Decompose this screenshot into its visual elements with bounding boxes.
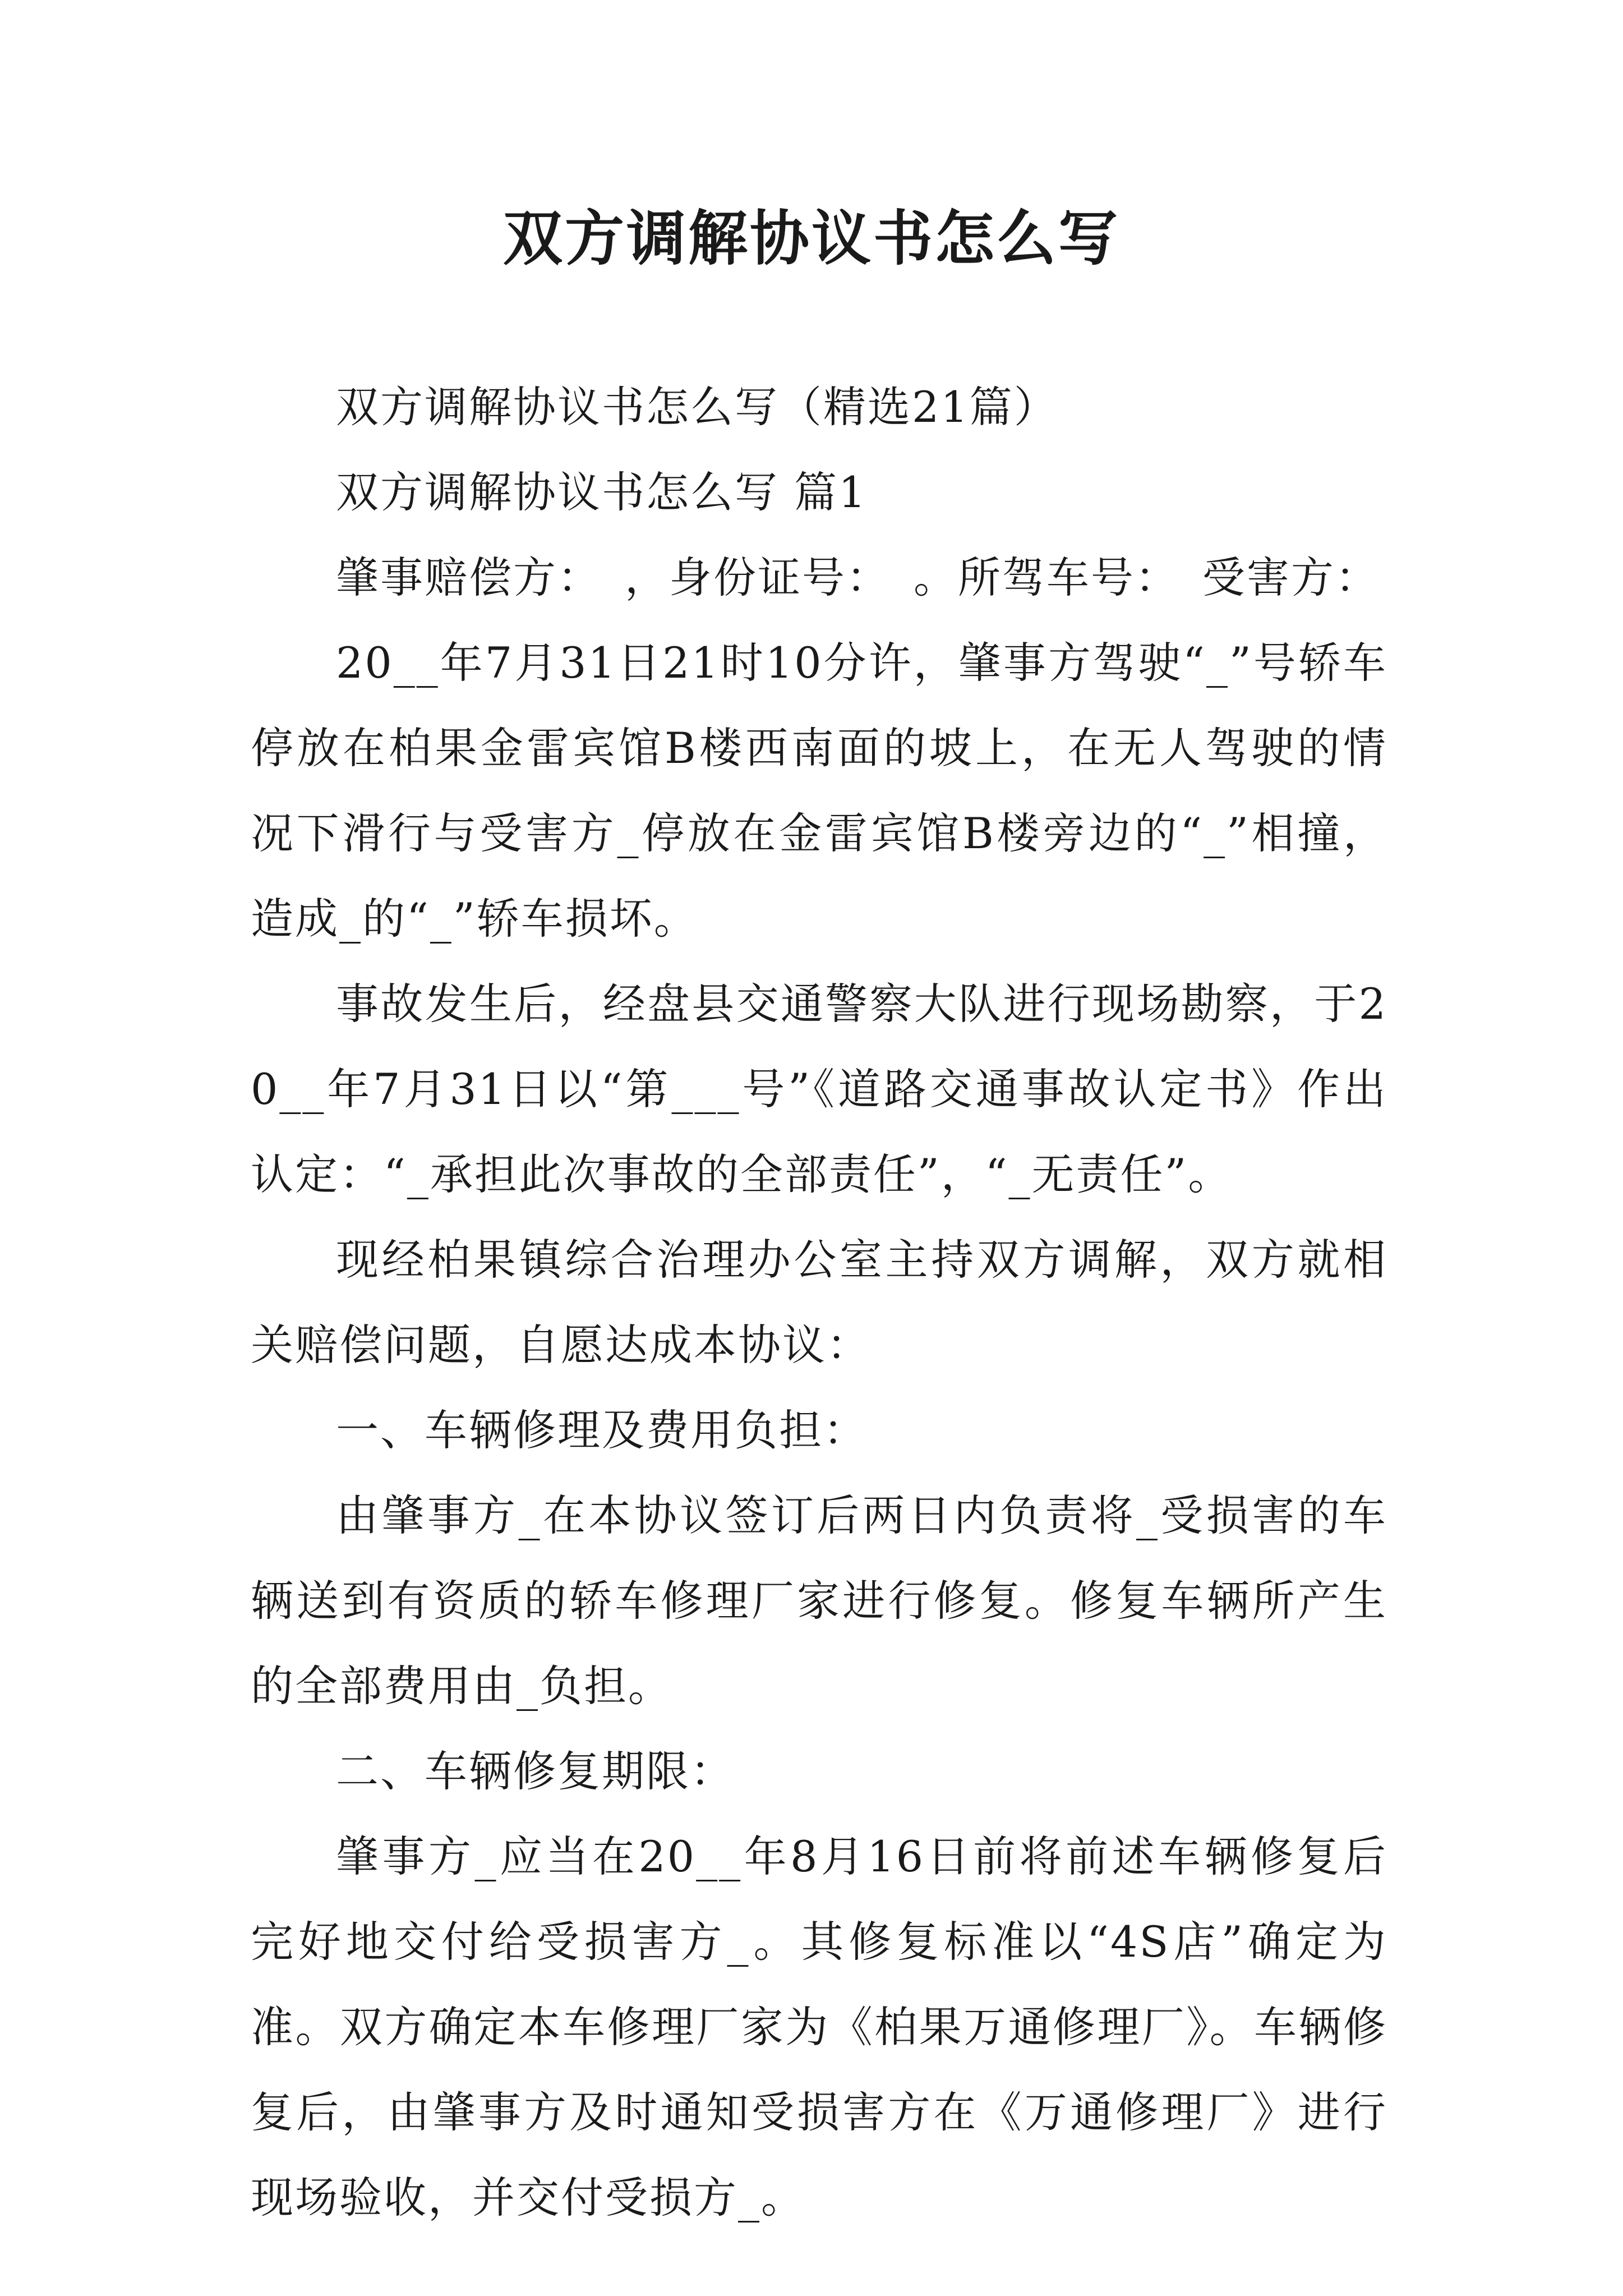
paragraph-section-heading: 双方调解协议书怎么写 篇1 xyxy=(336,467,868,517)
paragraph-clause-2-heading: 二、车辆修复期限： xyxy=(336,1746,735,1796)
paragraph-incident: 20__年7月31日21时10分许，肇事方驾驶“_”号轿车停放在柏果金雷宾馆B楼西南面的坡上，在无人驾驶的情况下滑行与受害方_停放在金雷宾馆B楼旁边的“_”相撞，造成_的“_”轿车损坏。 xyxy=(251,638,1387,944)
paragraph-clause-1-body: 由肇事方_在本协议签订后两日内负责将_受损害的车辆送到有资质的轿车修理厂家进行修复。修复车辆所产生的全部费用由_负担。 xyxy=(251,1490,1387,1711)
paragraph-clause-1-heading: 一、车辆修理及费用负担： xyxy=(336,1405,868,1455)
paragraph-parties: 肇事赔偿方： ，身份证号： 。所驾车号： 受害方： xyxy=(336,553,1380,602)
document-title: 双方调解协议书怎么写 xyxy=(503,203,1120,273)
paragraph-investigation: 事故发生后，经盘县交通警察大队进行现场勘察，于20__年7月31日以“第___号”《道路交通事故认定书》作出认定：“_承担此次事故的全部责任”，“_无责任”。 xyxy=(251,979,1387,1199)
paragraph-mediation: 现经柏果镇综合治理办公室主持双方调解，双方就相关赔偿问题，自愿达成本协议： xyxy=(251,1235,1387,1370)
document-body xyxy=(251,365,1387,2240)
paragraph-subtitle: 双方调解协议书怎么写（精选21篇） xyxy=(336,382,1058,432)
paragraph-clause-2-body: 肇事方_应当在20__年8月16日前将前述车辆修复后完好地交付给受损害方_。其修复标准以“4S店”确定为准。双方确定本车修理厂家为《柏果万通修理厂》。车辆修复后，由肇事方及时通知受损害方在《万通修理厂》进行现场验收，并交付受损方_。 xyxy=(251,1832,1387,2223)
